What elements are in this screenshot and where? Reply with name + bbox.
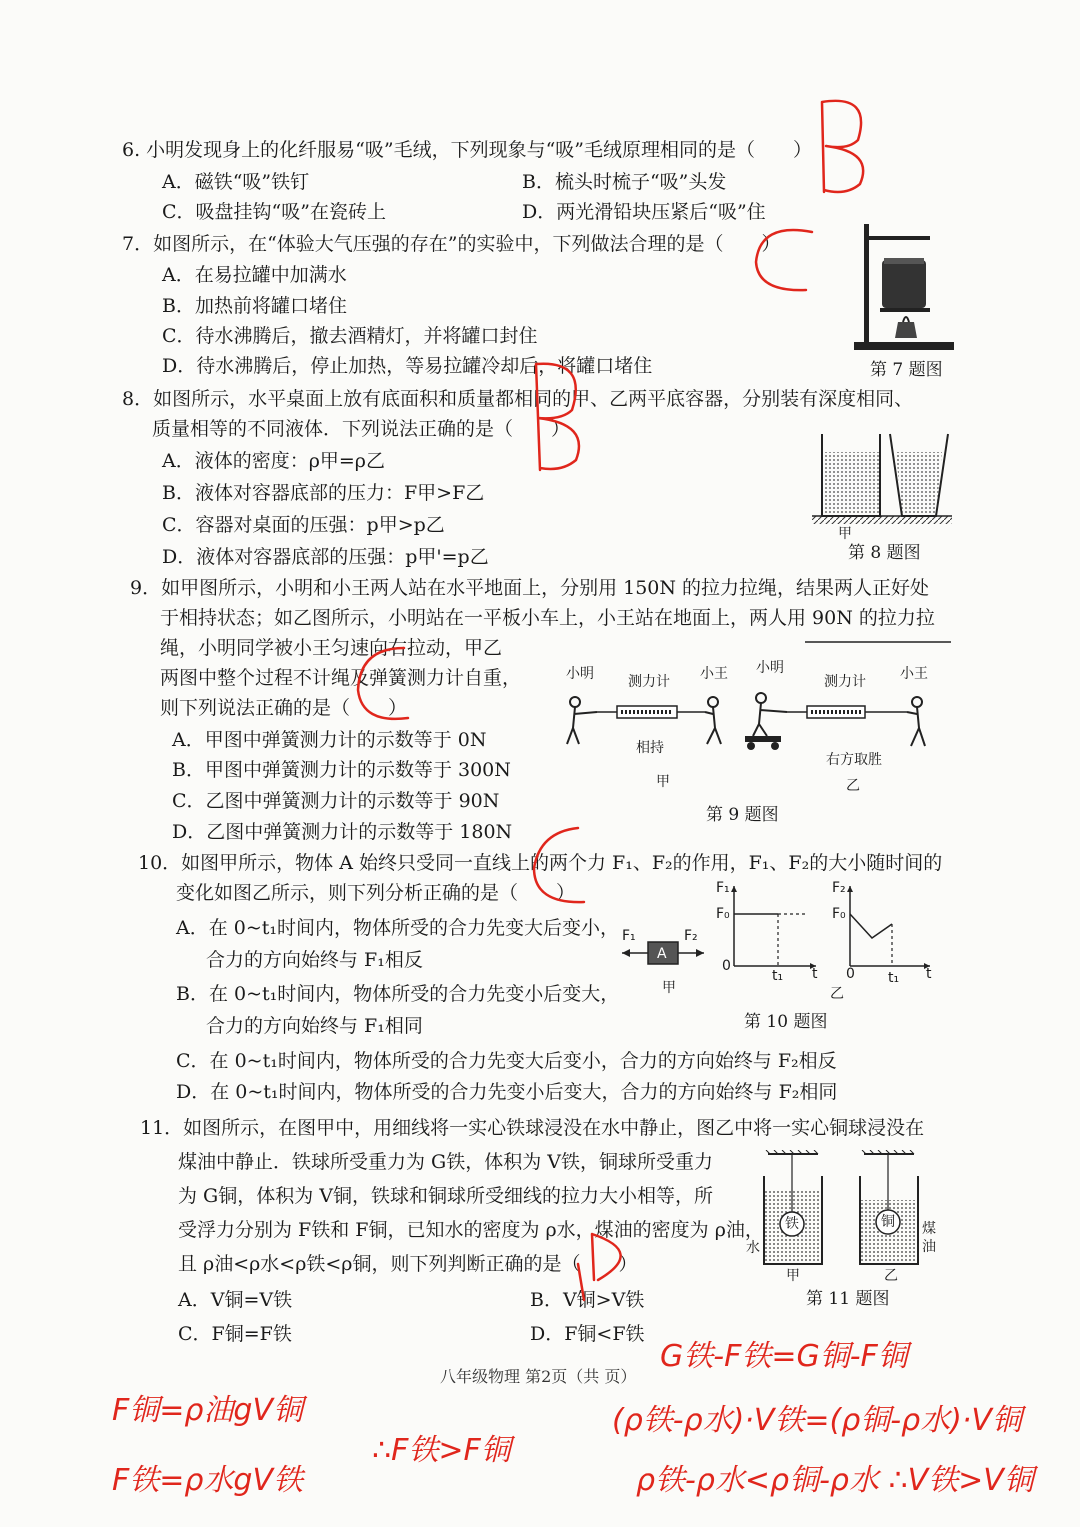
q9-figure-youfang: 右方取胜 — [826, 752, 882, 768]
q9-figure-label-yi: 乙 — [846, 778, 860, 794]
q10-option-a-line2: 合力的方向始终与 F₁相反 — [206, 949, 423, 971]
q6-stem: 6. 小明发现身上的化纤服易“吸”毛绒，下列现象与“吸”毛绒原理相同的是（ ） — [122, 139, 813, 161]
q11-figure-tie: 铁 — [785, 1216, 799, 1232]
q9-figure-tug — [555, 640, 955, 790]
q11-option-d: D．F铜<F铁 — [530, 1323, 645, 1345]
q10-figure-box-a: A — [657, 946, 667, 962]
q10-graph2-t: t — [926, 966, 932, 982]
q11-figure-tong: 铜 — [881, 1214, 895, 1230]
q8-option-c: C．容器对桌面的压强：p甲>p乙 — [162, 514, 445, 536]
q7-figure-stand — [850, 218, 960, 358]
q11-option-c: C．F铜=F铁 — [178, 1323, 292, 1345]
q11-figure-meiyou: 煤油 — [922, 1221, 936, 1255]
q11-figure-label-jia: 甲 — [786, 1268, 800, 1284]
q10-graph1-t1: t₁ — [772, 968, 784, 984]
q10-graph2-t1: t₁ — [888, 970, 900, 986]
q10-graph1-zero: 0 — [722, 958, 731, 974]
q11-option-b: B．V铜>V铁 — [530, 1289, 645, 1311]
q7-option-d: D．待水沸腾后，停止加热，等易拉罐冷却后，将罐口堵住 — [162, 355, 653, 377]
q9-figure-xiaoming-yi: 小明 — [756, 660, 784, 676]
q10-option-b-line1: B．在 0~t₁时间内，物体所受的合力先变小后变大， — [176, 983, 620, 1005]
q10-figure-f2: F₂ — [684, 928, 698, 944]
q7-option-b: B．加热前将罐口堵住 — [162, 295, 347, 317]
q11-figure-shui: 水 — [746, 1240, 760, 1256]
q7-stem: 7．如图所示，在“体验大气压强的存在”的实验中，下列做法合理的是（ ） — [122, 233, 781, 255]
q9-figure-label-jia: 甲 — [656, 774, 670, 790]
q10-stem-line2: 变化如图乙所示，则下列分析正确的是（ ） — [176, 882, 576, 904]
q10-graph2-f0: F₀ — [832, 906, 846, 922]
q10-option-a-line1: A．在 0~t₁时间内，物体所受的合力先变大后变小， — [176, 917, 620, 939]
q10-graph2-zero: 0 — [846, 966, 855, 982]
q9-figure-xiaowang-yi: 小王 — [900, 666, 928, 682]
q10-graph1-f0: F₀ — [716, 906, 730, 922]
q9-option-d: D．乙图中弹簧测力计的示数等于 180N — [172, 821, 513, 843]
hw-right-line2: (ρ铁-ρ水)·V铁=(ρ铜-ρ水)·V铜 — [612, 1403, 1022, 1438]
q10-figure-label-jia: 甲 — [662, 980, 676, 996]
q6-option-d: D．两光滑铅块压紧后“吸”住 — [522, 201, 766, 223]
q9-stem-line3: 绳，小明同学被小王匀速向右拉动，甲乙 — [160, 637, 503, 659]
q10-option-c: C．在 0~t₁时间内，物体所受的合力先变大后变小，合力的方向始终与 F₂相反 — [176, 1050, 837, 1072]
q11-stem-line5: 且 ρ油<ρ水<ρ铁<ρ铜，则下列判断正确的是（ ） — [178, 1253, 638, 1275]
q7-caption: 第 7 题图 — [870, 360, 943, 380]
q11-stem-line4: 受浮力分别为 F铁和 F铜，已知水的密度为 ρ水，煤油的密度为 ρ油， — [178, 1219, 764, 1241]
q10-figure-f1: F₁ — [622, 928, 636, 944]
q9-stem-line4: 两图中整个过程不计绳及弹簧测力计自重， — [160, 667, 522, 689]
q10-caption: 第 10 题图 — [744, 1012, 828, 1032]
hw-left-line1: F铜=ρ油gV铜 — [112, 1393, 304, 1428]
q11-option-a: A．V铜=V铁 — [178, 1289, 293, 1311]
q9-option-b: B．甲图中弹簧测力计的示数等于 300N — [172, 759, 511, 781]
page-footer: 八年级物理 第2页（共 页） — [440, 1367, 637, 1386]
q11-figure-beakers — [752, 1150, 952, 1275]
q8-stem-line2: 质量相等的不同液体．下列说法正确的是（ ） — [152, 418, 571, 440]
q6-option-c: C．吸盘挂钩“吸”在瓷砖上 — [162, 201, 386, 223]
q9-figure-xiangchi: 相持 — [636, 740, 664, 756]
q9-figure-xiaoming-jia: 小明 — [566, 666, 594, 682]
q10-graph1-t: t — [812, 966, 818, 982]
hw-mid-conclusion: ∴F铁>F铜 — [372, 1433, 511, 1468]
q6-option-b: B．梳头时梳子“吸”头发 — [522, 171, 727, 193]
q11-figure-label-yi: 乙 — [884, 1268, 898, 1284]
q10-option-d: D．在 0~t₁时间内，物体所受的合力先变小后变大，合力的方向始终与 F₂相同 — [176, 1081, 838, 1103]
hw-left-line2: F铁=ρ水gV铁 — [112, 1463, 304, 1498]
q9-figure-xiaowang-jia: 小王 — [700, 666, 728, 682]
q11-caption: 第 11 题图 — [806, 1289, 890, 1309]
q7-option-c: C．待水沸腾后，撤去酒精灯，并将罐口封住 — [162, 325, 538, 347]
q9-stem-line2: 于相持状态；如乙图所示，小明站在一平板小车上，小王站在地面上，两人用 90N 的拉力拉 — [160, 607, 935, 629]
q10-option-b-line2: 合力的方向始终与 F₁相同 — [206, 1015, 423, 1037]
q11-stem-line1: 11．如图所示，在图甲中，用细线将一实心铁球浸没在水中静止，图乙中将一实心铜球浸没在 — [140, 1117, 925, 1139]
q11-stem-line3: 为 G铜，体积为 V铜，铁球和铜球所受细线的拉力大小相等，所 — [178, 1185, 713, 1207]
q8-figure-label-jia: 甲 — [838, 526, 852, 542]
q9-figure-meter-yi: 测力计 — [824, 674, 866, 690]
q8-caption: 第 8 题图 — [848, 543, 921, 563]
q6-option-a: A．磁铁“吸”铁钉 — [162, 171, 310, 193]
q8-stem-line1: 8．如图所示，水平桌面上放有底面积和质量都相同的甲、乙两平底容器，分别装有深度相同、 — [122, 388, 914, 410]
q8-option-a: A．液体的密度：ρ甲=ρ乙 — [162, 450, 385, 472]
q9-caption: 第 9 题图 — [706, 805, 779, 825]
hw-right-line1: G铁-F铁=G铜-F铜 — [660, 1339, 908, 1374]
q9-stem-line5: 则下列说法正确的是（ ） — [160, 697, 408, 719]
q7-option-a: A．在易拉罐中加满水 — [162, 264, 347, 286]
q11-stem-line2: 煤油中静止．铁球所受重力为 G铁，体积为 V铁，铜球所受重力 — [178, 1151, 713, 1173]
q9-figure-meter-jia: 测力计 — [628, 674, 670, 690]
hw-right-line3: ρ铁-ρ水<ρ铜-ρ水 ∴V铁>V铜 — [636, 1463, 1034, 1498]
q10-graph1-ylabel: F₁ — [716, 880, 730, 896]
q8-option-d: D．液体对容器底部的压强：p甲'=p乙 — [162, 546, 489, 568]
q9-option-a: A．甲图中弹簧测力计的示数等于 0N — [172, 729, 487, 751]
q9-stem-line1: 9．如甲图所示，小明和小王两人站在水平地面上，分别用 150N 的拉力拉绳，结果两人正好处 — [130, 577, 930, 599]
q9-option-c: C．乙图中弹簧测力计的示数等于 90N — [172, 790, 500, 812]
q10-stem-line1: 10．如图甲所示，物体 A 始终只受同一直线上的两个力 F₁、F₂的作用，F₁、F₂的大小随时间的 — [138, 852, 943, 874]
q10-graph2-ylabel: F₂ — [832, 880, 846, 896]
q10-figure-label-yi: 乙 — [830, 986, 844, 1002]
q8-figure-containers — [812, 430, 952, 530]
q8-option-b: B．液体对容器底部的压力：F甲>F乙 — [162, 482, 485, 504]
